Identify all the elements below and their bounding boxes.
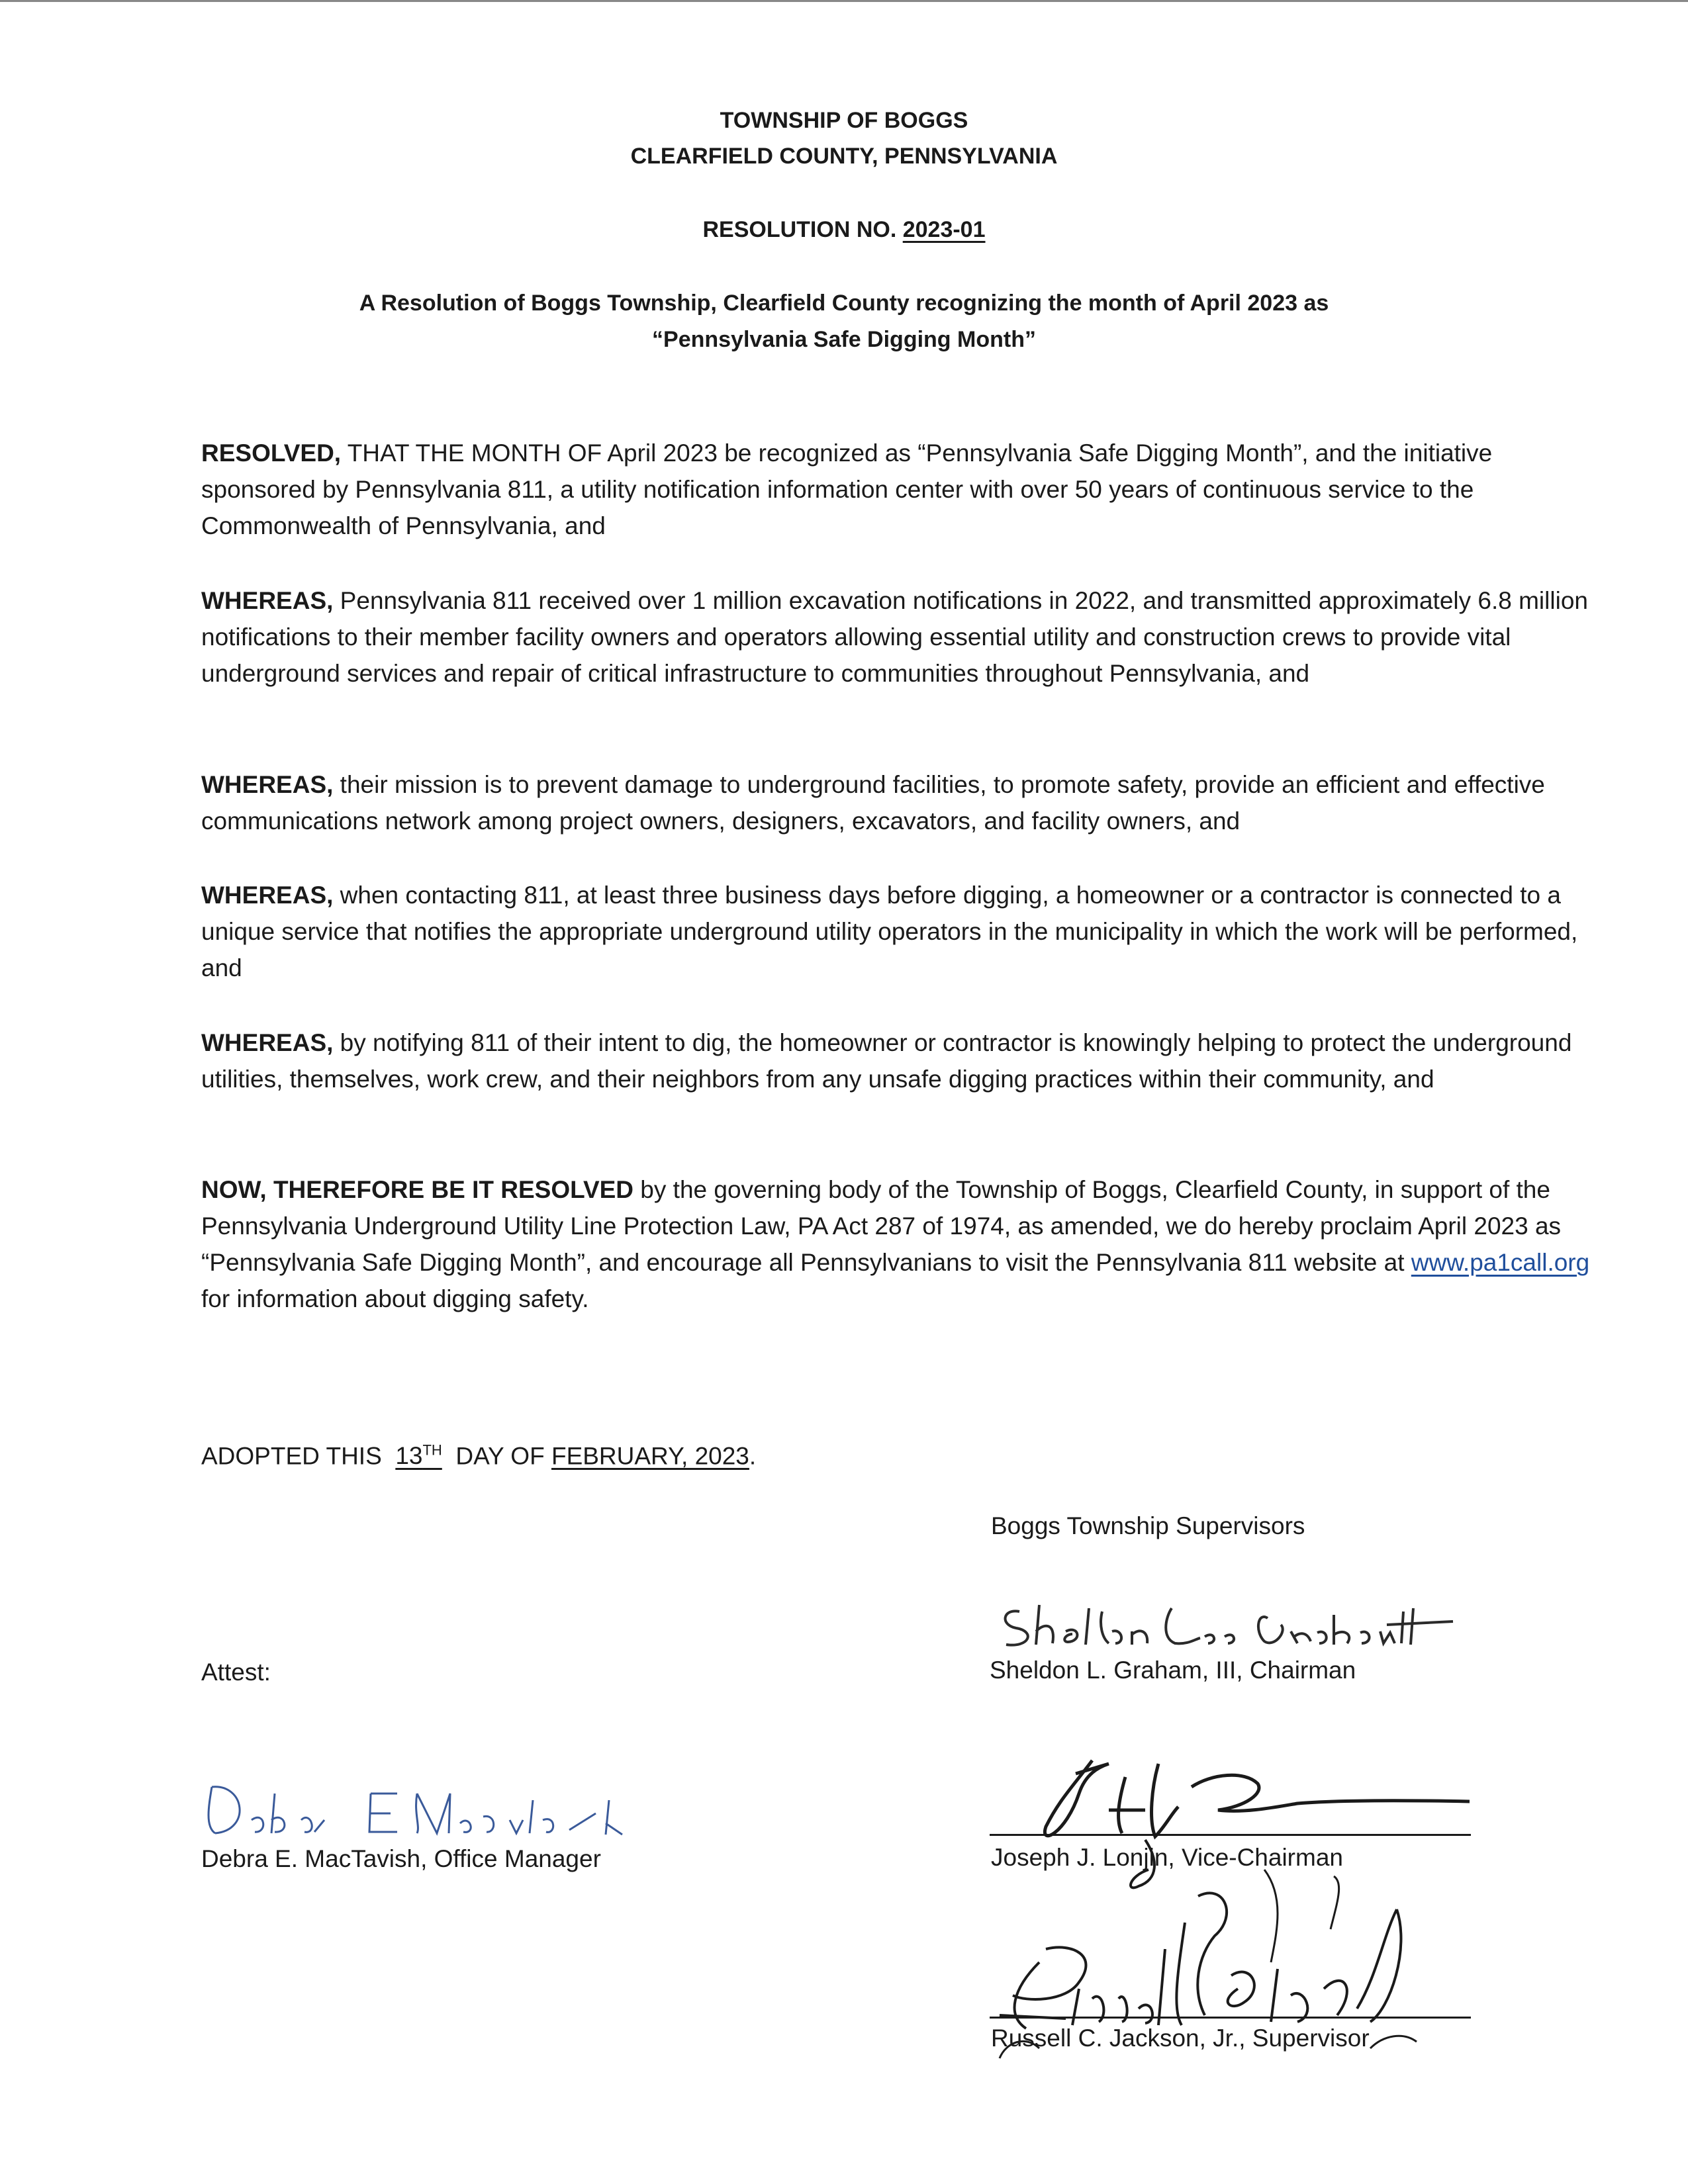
resolution-prefix: RESOLUTION NO. [702,217,903,242]
attest-name: Debra E. MacTavish, Office Manager [201,1845,601,1872]
supervisor-name: Russell C. Jackson, Jr., Supervisor [991,2025,1370,2052]
attest-label: Attest: [201,1659,271,1686]
resolution-subtitle-line1: A Resolution of Boggs Township, Clearfield County recognizing the month of April 2023 as [359,291,1329,316]
paragraph-text: by notifying 811 of their intent to dig, the homeowner or contractor is knowingly helping to protect the underground utilities, themselves, work crew, and their neighbors from any unsafe digging practices within their community, and [201,1029,1572,1093]
adoption-line [201,1436,756,1471]
paragraph-text: their mission is to prevent damage to underground facilities, to promote safety, provide an efficient and effective communications network among project owners, designers, excavators, and facility owners, and [201,771,1545,835]
whereas-paragraph-4 [201,1024,1591,1097]
adoption-day-suffix: TH [422,1442,442,1459]
paragraph-lead: WHEREAS, [201,1029,334,1056]
adoption-end: . [749,1442,757,1470]
paragraph-lead: RESOLVED, [201,439,342,467]
paragraph-lead: WHEREAS, [201,587,334,614]
paragraph-text: Pennsylvania 811 received over 1 million excavation notifications in 2022, and transmitted approximately 6.8 million notifications to their member facility owners and operators allowing essential utility and construction crews to provide vital underground services and repair of critical infrastructure to communities throughout Pennsylvania, and [201,587,1588,687]
office-manager-signature [199,1774,741,1846]
resolved-paragraph [201,435,1591,544]
township-title: TOWNSHIP OF BOGGS [720,108,968,133]
pa1call-link[interactable]: www.pa1call.org [1411,1249,1590,1276]
whereas-paragraph-2 [201,766,1591,839]
paragraph-tail: for information about digging safety. [201,1285,589,1312]
resolution-subtitle-line2: “Pennsylvania Safe Digging Month” [652,327,1036,352]
now-therefore-paragraph [201,1171,1591,1317]
paragraph-text: when contacting 811, at least three business days before digging, a homeowner or a contractor is connected to a unique service that notifies the appropriate underground utility operators in the municipality in which the work will be performed, and [201,882,1578,981]
paragraph-lead: WHEREAS, [201,771,334,798]
paragraph-text: THAT THE MONTH OF April 2023 be recognized as “Pennsylvania Safe Digging Month”, and the initiative sponsored by Pennsylvania 811, a utility notification information center with over 50 years of continuous service to the Commonwealth of Pennsylvania, and [201,439,1493,539]
county-title: CLEARFIELD COUNTY, PENNSYLVANIA [630,144,1058,169]
vice-chairman-name: Joseph J. Lonjin, Vice-Chairman [991,1844,1343,1871]
chairman-signature [990,1592,1453,1664]
chairman-name: Sheldon L. Graham, III, Chairman [990,1657,1356,1684]
page-top-border [0,0,1688,2]
paragraph-text: by the governing body of the Township of Boggs, Clearfield County, in support of the Pennsylvania Underground Utility Line Protection Law, PA Act 287 of 1974, as amended, we do hereby proclaim April 2023 as “Pennsylvania Safe Digging Month”, and encourage all Pennsylvanians to visit the Pennsylvania 811 website at [201,1176,1562,1276]
whereas-paragraph-1 [201,582,1591,692]
whereas-paragraph-3 [201,877,1591,986]
adoption-day [395,1442,442,1469]
adoption-day-number: 13 [395,1442,423,1470]
resolution-number: 2023-01 [902,217,986,242]
paragraph-lead: WHEREAS, [201,882,334,909]
paragraph-lead: NOW, THEREFORE BE IT RESOLVED [201,1176,634,1203]
adoption-date: FEBRUARY, 2023 [551,1442,749,1470]
resolution-heading [0,215,1688,244]
board-title: Boggs Township Supervisors [991,1512,1305,1539]
adoption-prefix: ADOPTED THIS [201,1442,396,1470]
adoption-middle: DAY OF [442,1442,551,1470]
